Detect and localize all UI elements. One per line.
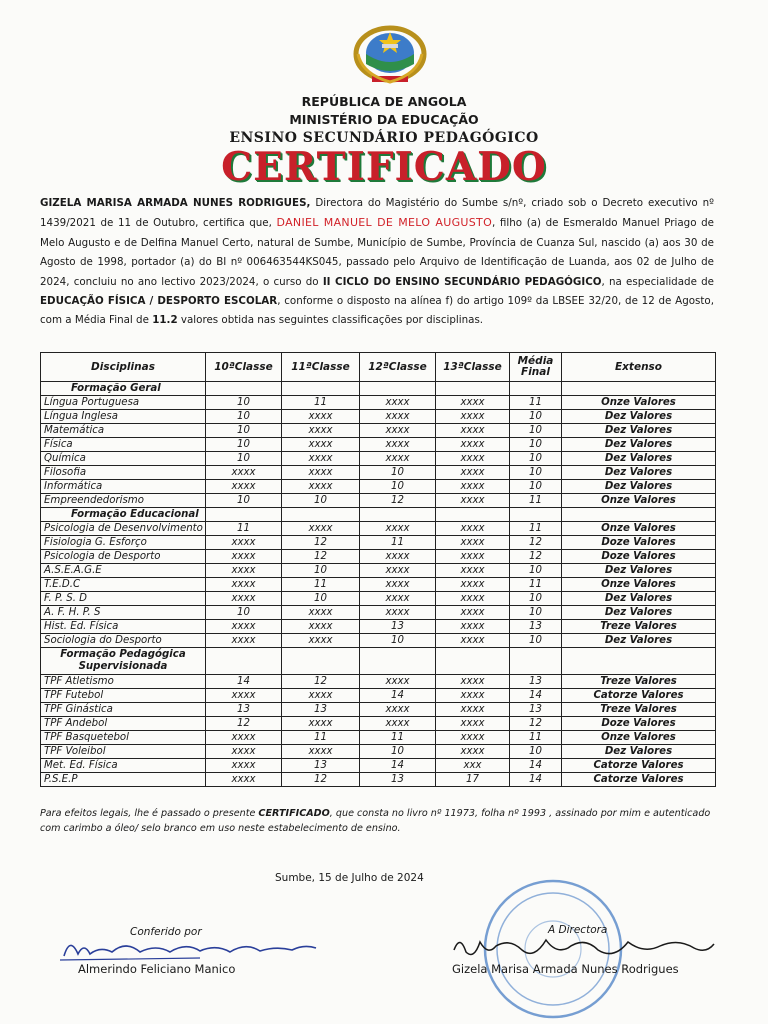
subject-cell: F. P. S. D [41,592,206,606]
subject-cell: TPF Futebol [41,689,206,703]
legal-note-text-a: Para efeitos legais, lhe é passado o presente [40,808,259,819]
grade-cell: 13 [510,620,562,634]
subject-cell: Hist. Ed. Física [41,620,206,634]
grade-cell: xxxx [360,592,436,606]
intro-text-3: , na especialidade de [601,275,714,288]
grade-cell: 11 [510,522,562,536]
grade-words-cell: Catorze Valores [562,689,716,703]
grade-cell: xxxx [436,438,510,452]
grade-cell: xxxx [282,452,360,466]
grade-cell: 10 [510,564,562,578]
subject-cell: Língua Portuguesa [41,396,206,410]
table-row [41,564,716,578]
grade-words-cell: Doze Valores [562,550,716,564]
grade-cell: 10 [206,438,282,452]
grade-words-cell: Dez Valores [562,480,716,494]
school-heading: ENSINO SECUNDÁRIO PEDAGÓGICO [229,130,539,146]
grade-cell: 13 [510,703,562,717]
subject-cell: TPF Andebol [41,717,206,731]
grade-cell: 12 [510,550,562,564]
grade-cell: xxxx [282,424,360,438]
grade-cell: 17 [436,773,510,787]
subject-cell: Psicologia de Desporto [41,550,206,564]
grade-cell: 12 [510,536,562,550]
grade-cell: xxxx [282,717,360,731]
grade-cell: 11 [282,578,360,592]
table-row [41,536,716,550]
subject-cell: Psicologia de Desenvolvimento [41,522,206,536]
table-row [41,759,716,773]
grade-cell: xxxx [282,480,360,494]
grade-cell: 10 [510,592,562,606]
legal-note-text-c: , que consta no livro nº 11973, folha nº 1993 , assinado por mim e autenticado com carimbo a óleo/ selo branco em uso neste estabelecimento de ensino. [40,808,711,834]
table-cell-empty [360,382,436,396]
grade-cell: 12 [282,536,360,550]
subject-cell: Filosofia [41,466,206,480]
grade-words-cell: Treze Valores [562,620,716,634]
grade-cell: xxxx [360,606,436,620]
section-label: Formação Pedagógica Supervisionada [41,648,206,675]
subject-cell: Empreendedorismo [41,494,206,508]
grade-cell: xxxx [436,466,510,480]
table-row [41,452,716,466]
grade-cell: 11 [360,731,436,745]
grade-cell: xxxx [436,634,510,648]
grade-cell: xxxx [206,480,282,494]
grade-cell: 10 [510,424,562,438]
grade-cell: xxxx [206,466,282,480]
grade-cell: xxxx [360,550,436,564]
table-row [41,438,716,452]
grade-cell: 14 [510,689,562,703]
grade-cell: 10 [510,606,562,620]
grade-words-cell: Onze Valores [562,522,716,536]
final-average: 11.2 [152,314,178,327]
country-heading: REPÚBLICA DE ANGOLA [301,94,467,109]
table-cell-empty [436,382,510,396]
table-row [41,578,716,592]
grades-body [41,382,716,787]
grade-cell: xxxx [360,410,436,424]
subject-cell: TPF Ginástica [41,703,206,717]
table-section-row [41,382,716,396]
grade-cell: 10 [206,606,282,620]
intro-text-1: Directora do Magistério do Sumbe s/nº, criado sob o Decreto executivo nº 1439/2021 de 11 de Outubro, certifica que, [40,197,715,230]
grade-cell: xxxx [206,745,282,759]
grade-cell: xxx [436,759,510,773]
grade-cell: 10 [360,634,436,648]
grade-cell: xxxx [436,522,510,536]
table-row [41,522,716,536]
subject-cell: Língua Inglesa [41,410,206,424]
grade-cell: xxxx [436,703,510,717]
table-row [41,410,716,424]
table-row [41,731,716,745]
grade-cell: 11 [282,731,360,745]
table-cell-empty [436,508,510,522]
grade-cell: 10 [206,396,282,410]
grade-cell: xxxx [360,452,436,466]
grade-words-cell: Onze Valores [562,578,716,592]
director-label: A Directora [548,924,608,936]
subject-cell: Física [41,438,206,452]
table-row [41,689,716,703]
grade-cell: xxxx [360,564,436,578]
grade-cell: xxxx [360,578,436,592]
grade-words-cell: Dez Valores [562,592,716,606]
table-cell-empty [562,648,716,675]
grade-words-cell: Doze Valores [562,717,716,731]
subject-cell: Met. Ed. Física [41,759,206,773]
student-name: DANIEL MANUEL DE MELO AUGUSTO [276,216,493,230]
subject-cell: A.S.E.A.G.E [41,564,206,578]
subject-cell: P.S.E.P [41,773,206,787]
table-cell-empty [206,648,282,675]
table-section-row [41,508,716,522]
grade-cell: 11 [510,396,562,410]
ministry-heading: MINISTÉRIO DA EDUCAÇÃO [289,112,479,127]
grade-words-cell: Dez Valores [562,424,716,438]
grade-cell: xxxx [436,578,510,592]
table-cell-empty [510,648,562,675]
grade-words-cell: Onze Valores [562,731,716,745]
grade-cell: 11 [510,578,562,592]
grade-cell: 12 [282,773,360,787]
table-row [41,620,716,634]
grade-cell: xxxx [206,550,282,564]
grade-cell: xxxx [206,773,282,787]
subject-cell: Matemática [41,424,206,438]
grade-cell: 12 [360,494,436,508]
table-row [41,396,716,410]
grade-cell: 10 [360,745,436,759]
table-row [41,703,716,717]
grade-cell: xxxx [436,620,510,634]
grade-words-cell: Dez Valores [562,564,716,578]
table-header-row [41,353,716,382]
grade-cell: xxxx [360,703,436,717]
col-header: 12ªClasse [360,353,436,382]
grade-cell: xxxx [436,675,510,689]
grade-cell: 12 [510,717,562,731]
conferred-by-label: Conferido por [130,926,202,938]
subject-cell: Informática [41,480,206,494]
col-header: 11ªClasse [282,353,360,382]
table-row [41,494,716,508]
coat-of-arms-emblem [352,24,428,86]
grade-cell: 11 [510,731,562,745]
grade-cell: 10 [206,424,282,438]
issue-date: Sumbe, 15 de Julho de 2024 [275,872,424,884]
signature [60,934,320,964]
grade-words-cell: Onze Valores [562,494,716,508]
legal-note-certificate: CERTIFICADO [258,808,330,819]
grade-cell: xxxx [282,466,360,480]
grade-cell: xxxx [282,438,360,452]
grade-cell: 10 [282,494,360,508]
section-label: Formação Educacional [41,508,206,522]
grade-cell: xxxx [206,689,282,703]
col-header: 10ªClasse [206,353,282,382]
conferred-by-name: Almerindo Feliciano Manico [78,962,236,976]
table-section-row [41,648,716,675]
grade-cell: 10 [510,745,562,759]
specialty-name: EDUCAÇÃO FÍSICA / DESPORTO ESCOLAR [40,295,278,308]
intro-text-5: valores obtida nas seguintes classificações por disciplinas. [177,314,484,327]
table-cell-empty [282,382,360,396]
table-cell-empty [282,508,360,522]
grade-cell: xxxx [436,494,510,508]
grade-words-cell: Dez Valores [562,410,716,424]
col-header: Média Final [510,353,562,382]
grade-words-cell: Dez Valores [562,452,716,466]
grade-cell: xxxx [206,731,282,745]
subject-cell: A. F. H. P. S [41,606,206,620]
grade-cell: 13 [510,675,562,689]
grade-cell: xxxx [206,578,282,592]
grade-cell: xxxx [360,396,436,410]
grade-cell: xxxx [436,410,510,424]
grade-cell: 10 [282,592,360,606]
grade-cell: 13 [282,759,360,773]
grade-cell: 13 [206,703,282,717]
grade-cell: 10 [510,452,562,466]
table-row [41,745,716,759]
grade-cell: xxxx [282,522,360,536]
grade-cell: xxxx [360,522,436,536]
table-cell-empty [562,382,716,396]
grade-cell: xxxx [360,675,436,689]
grade-cell: xxxx [436,745,510,759]
subject-cell: TPF Atletismo [41,675,206,689]
table-row [41,773,716,787]
subject-cell: Fisiologia G. Esforço [41,536,206,550]
table-row [41,550,716,564]
grade-cell: xxxx [282,634,360,648]
grade-cell: xxxx [206,536,282,550]
grade-cell: 12 [282,675,360,689]
table-row [41,717,716,731]
subject-cell: T.E.D.C [41,578,206,592]
certificate-title: CERTIFICADO [221,144,547,190]
table-row [41,592,716,606]
grade-words-cell: Dez Valores [562,438,716,452]
grade-cell: xxxx [436,592,510,606]
col-header: Disciplinas [41,353,206,382]
grade-cell: 12 [282,550,360,564]
legal-note [40,806,730,836]
grade-cell: 11 [206,522,282,536]
table-row [41,424,716,438]
grade-cell: xxxx [436,731,510,745]
grade-cell: xxxx [436,480,510,494]
grade-cell: 13 [282,703,360,717]
grade-cell: xxxx [206,592,282,606]
col-header: 13ªClasse [436,353,510,382]
grade-cell: xxxx [436,396,510,410]
table-row [41,634,716,648]
subject-cell: TPF Voleibol [41,745,206,759]
grade-cell: 11 [510,494,562,508]
grade-cell: xxxx [436,452,510,466]
director-name: GIZELA MARISA ARMADA NUNES RODRIGUES, [40,197,311,209]
grade-cell: xxxx [360,717,436,731]
table-cell-empty [206,382,282,396]
section-label: Formação Geral [41,382,206,396]
grade-cell: 11 [282,396,360,410]
grade-cell: 14 [510,773,562,787]
grade-words-cell: Treze Valores [562,703,716,717]
grade-words-cell: Dez Valores [562,466,716,480]
grade-words-cell: Dez Valores [562,606,716,620]
intro-paragraph [40,194,714,331]
table-row [41,675,716,689]
signature [448,930,718,964]
grade-cell: 10 [282,564,360,578]
grade-cell: xxxx [436,564,510,578]
grade-words-cell: Dez Valores [562,634,716,648]
grade-cell: xxxx [282,745,360,759]
table-cell-empty [436,648,510,675]
subject-cell: TPF Basquetebol [41,731,206,745]
grade-cell: 10 [360,480,436,494]
grade-cell: 10 [510,634,562,648]
grade-cell: xxxx [436,424,510,438]
grade-cell: xxxx [282,620,360,634]
table-cell-empty [360,508,436,522]
grade-cell: 10 [206,410,282,424]
grade-cell: 13 [360,773,436,787]
grades-table [40,352,716,787]
grade-cell: xxxx [206,564,282,578]
col-header: Extenso [562,353,716,382]
grade-words-cell: Onze Valores [562,396,716,410]
grade-cell: 10 [206,452,282,466]
grade-cell: 14 [206,675,282,689]
grade-words-cell: Catorze Valores [562,773,716,787]
grade-cell: 14 [360,759,436,773]
grade-cell: 11 [360,536,436,550]
grade-words-cell: Catorze Valores [562,759,716,773]
subject-cell: Sociologia do Desporto [41,634,206,648]
subject-cell: Química [41,452,206,466]
director-signature-name: Gizela Marisa Armada Nunes Rodrigues [452,962,679,976]
grade-cell: 10 [510,480,562,494]
table-cell-empty [282,648,360,675]
grade-cell: xxxx [436,689,510,703]
grade-words-cell: Dez Valores [562,745,716,759]
table-cell-empty [360,648,436,675]
table-cell-empty [510,382,562,396]
table-cell-empty [206,508,282,522]
grade-cell: 14 [360,689,436,703]
grade-cell: xxxx [360,438,436,452]
table-row [41,466,716,480]
grade-cell: xxxx [436,536,510,550]
table-cell-empty [510,508,562,522]
grade-cell: xxxx [360,424,436,438]
grade-cell: 10 [206,494,282,508]
grade-cell: xxxx [436,606,510,620]
intro-text-4: , conforme o disposto na alínea f) do artigo 109º da LBSEE 32/20, de 12 de Agosto, com a Média Final de [40,295,715,327]
grade-cell: xxxx [282,410,360,424]
grade-cell: 10 [510,410,562,424]
grade-cell: xxxx [206,620,282,634]
grade-cell: xxxx [436,550,510,564]
grade-words-cell: Treze Valores [562,675,716,689]
grade-words-cell: Doze Valores [562,536,716,550]
table-cell-empty [562,508,716,522]
grade-cell: 14 [510,759,562,773]
grade-cell: xxxx [282,606,360,620]
grade-cell: xxxx [206,634,282,648]
table-row [41,606,716,620]
table-row [41,480,716,494]
intro-text-2: , filho (a) de Esmeraldo Manuel Priago de Melo Augusto e de Delfina Manuel Certo, natural de Sumbe, Município de Sumbe, Província de Cuanza Sul, nascido (a) aos 30 de Agosto de 1998, portador (a) do BI nº 006463544KS045, passado pelo Arquivo de Identificação de Luanda, aos 02 de Julho de 2024, concluiu no ano lectivo 2023/2024, o curso do [40,217,714,288]
grade-cell: 10 [510,466,562,480]
grade-cell: xxxx [282,689,360,703]
grade-cell: 10 [360,466,436,480]
grade-cell: 12 [206,717,282,731]
course-name: II CICLO DO ENSINO SECUNDÁRIO PEDAGÓGICO [322,275,602,288]
grade-cell: 13 [360,620,436,634]
grade-cell: xxxx [206,759,282,773]
grade-cell: xxxx [436,717,510,731]
grade-cell: 10 [510,438,562,452]
